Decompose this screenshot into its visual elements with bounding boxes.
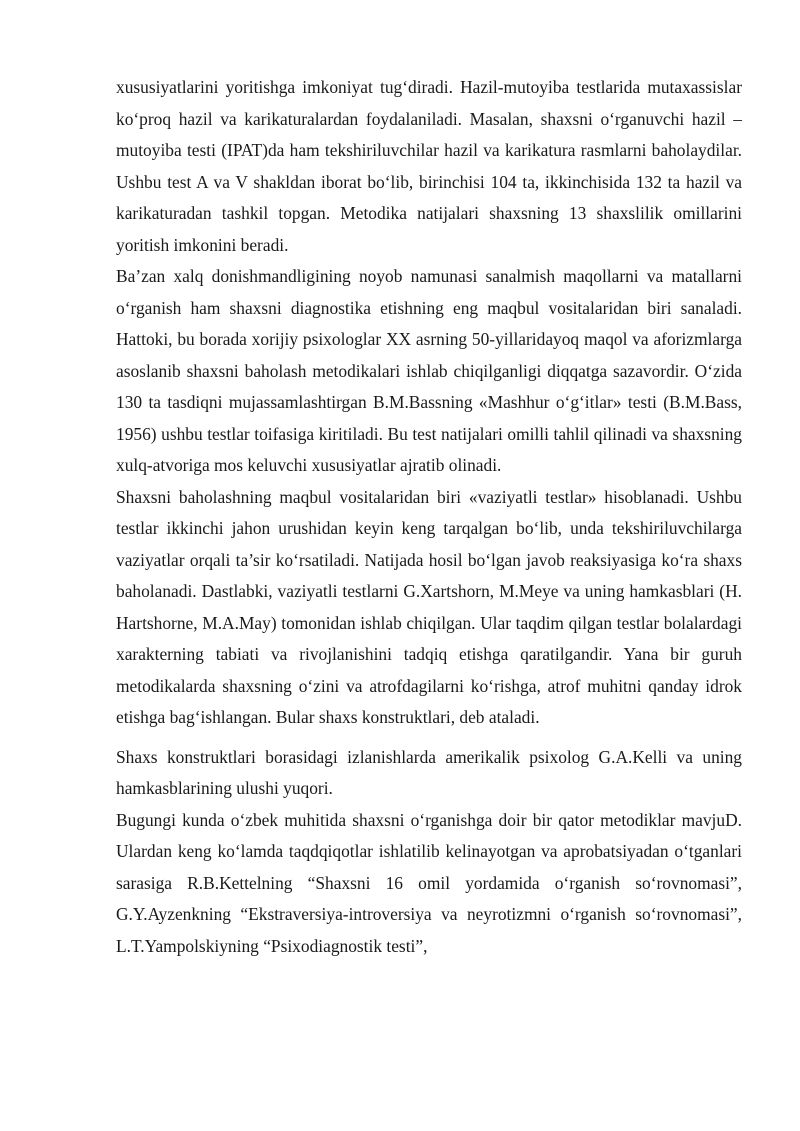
paragraph-proverbs-tests: Ba’zan xalq donishmandligining noyob namunasi sanalmish maqollarni va matallarni o‘rganish ham shaxsni diagnostika etishning eng maqbul vositalaridan biri sanaladi. Hattoki, bu borada xorijiy psixologlar XX asrning 50-yillaridayoq maqol va aforizmlarga asoslanib shaxsni baholash metodikalari ishlab chiqilganligi diqqatga sazavordir. O‘zida 130 ta tasdiqni mujassamlashtirgan B.M.Bassning «Mashhur o‘g‘itlar» testi (B.M.Bass, 1956) ushbu testlar toifasiga kiritiladi. Bu test natijalari omilli tahlil qilinadi va shaxsning xulq-atvoriga mos keluvchi xususiyatlar ajratib olinadi. <box>116 266 742 475</box>
paragraph-humor-tests: xususiyatlarini yoritishga imkoniyat tug‘diradi. Hazil-mutoyiba testlarida mutaxassislar ko‘proq hazil va karikaturalardan foydalaniladi. Masalan, shaxsni o‘rganuvchi hazil –mutoyiba testi (IPAT)da ham tekshiriluvchilar hazil va karikatura rasmlarni baholaydilar. Ushbu test A va V shakldan iborat bo‘lib, birinchisi 104 ta, ikkinchisida 132 ta hazil va karikaturadan tashkil topgan. Metodika natijalari shaxsning 13 shaxslilik omillarini yoritish imkonini beradi. <box>116 77 742 255</box>
paragraph-personal-constructs: Shaxs konstruktlari borasidagi izlanishlarda amerikalik psixolog G.A.Kelli va uning hamkasblarining ulushi yuqori. <box>116 746 742 798</box>
paragraph-uzbek-methods: Bugungi kunda o‘zbek muhitida shaxsni o‘rganishga doir bir qator metodiklar mavjuD. Ulardan keng ko‘lamda taqdqiqotlar ishlatilib kelinayotgan va aprobatsiyadan o‘tganlari sarasiga R.B.Kettelning “Shaxsni 16 omil yordamida o‘rganish so‘rovnomasi”, G.Y.Ayzenkning “Ekstraversiya-introversiya va neyrotizmni o‘rganish so‘rovnomasi”, L.T.Yampolskiyning “Psixodiagnostik testi”, <box>116 809 742 956</box>
document-page <box>116 72 742 962</box>
paragraph-situational-tests: Shaxsni baholashning maqbul vositalaridan biri «vaziyatli testlar» hisoblanadi. Ushbu testlar ikkinchi jahon urushidan keyin keng tarqalgan bo‘lib, unda tekshiriluvchilarga vaziyatlar orqali ta’sir ko‘rsatiladi. Natijada hosil bo‘lgan javob reaksiyasiga ko‘ra shaxs baholanadi. Dastlabki, vaziyatli testlarni G.Xartshorn, M.Meye va uning hamkasblari (H. Hartshorne, M.A.May) tomonidan ishlab chiqilgan. Ular taqdim qilgan testlar bolalardagi xarakterning tabiati va rivojlanishini tadqiq etishga qaratilgandir. Yana bir guruh metodikalarda shaxsning o‘zini va atrofdagilarni ko‘rishga, atrof muhitni qanday idrok etishga bag‘ishlangan. Bular shaxs konstruktlari, deb ataladi. <box>116 486 742 727</box>
